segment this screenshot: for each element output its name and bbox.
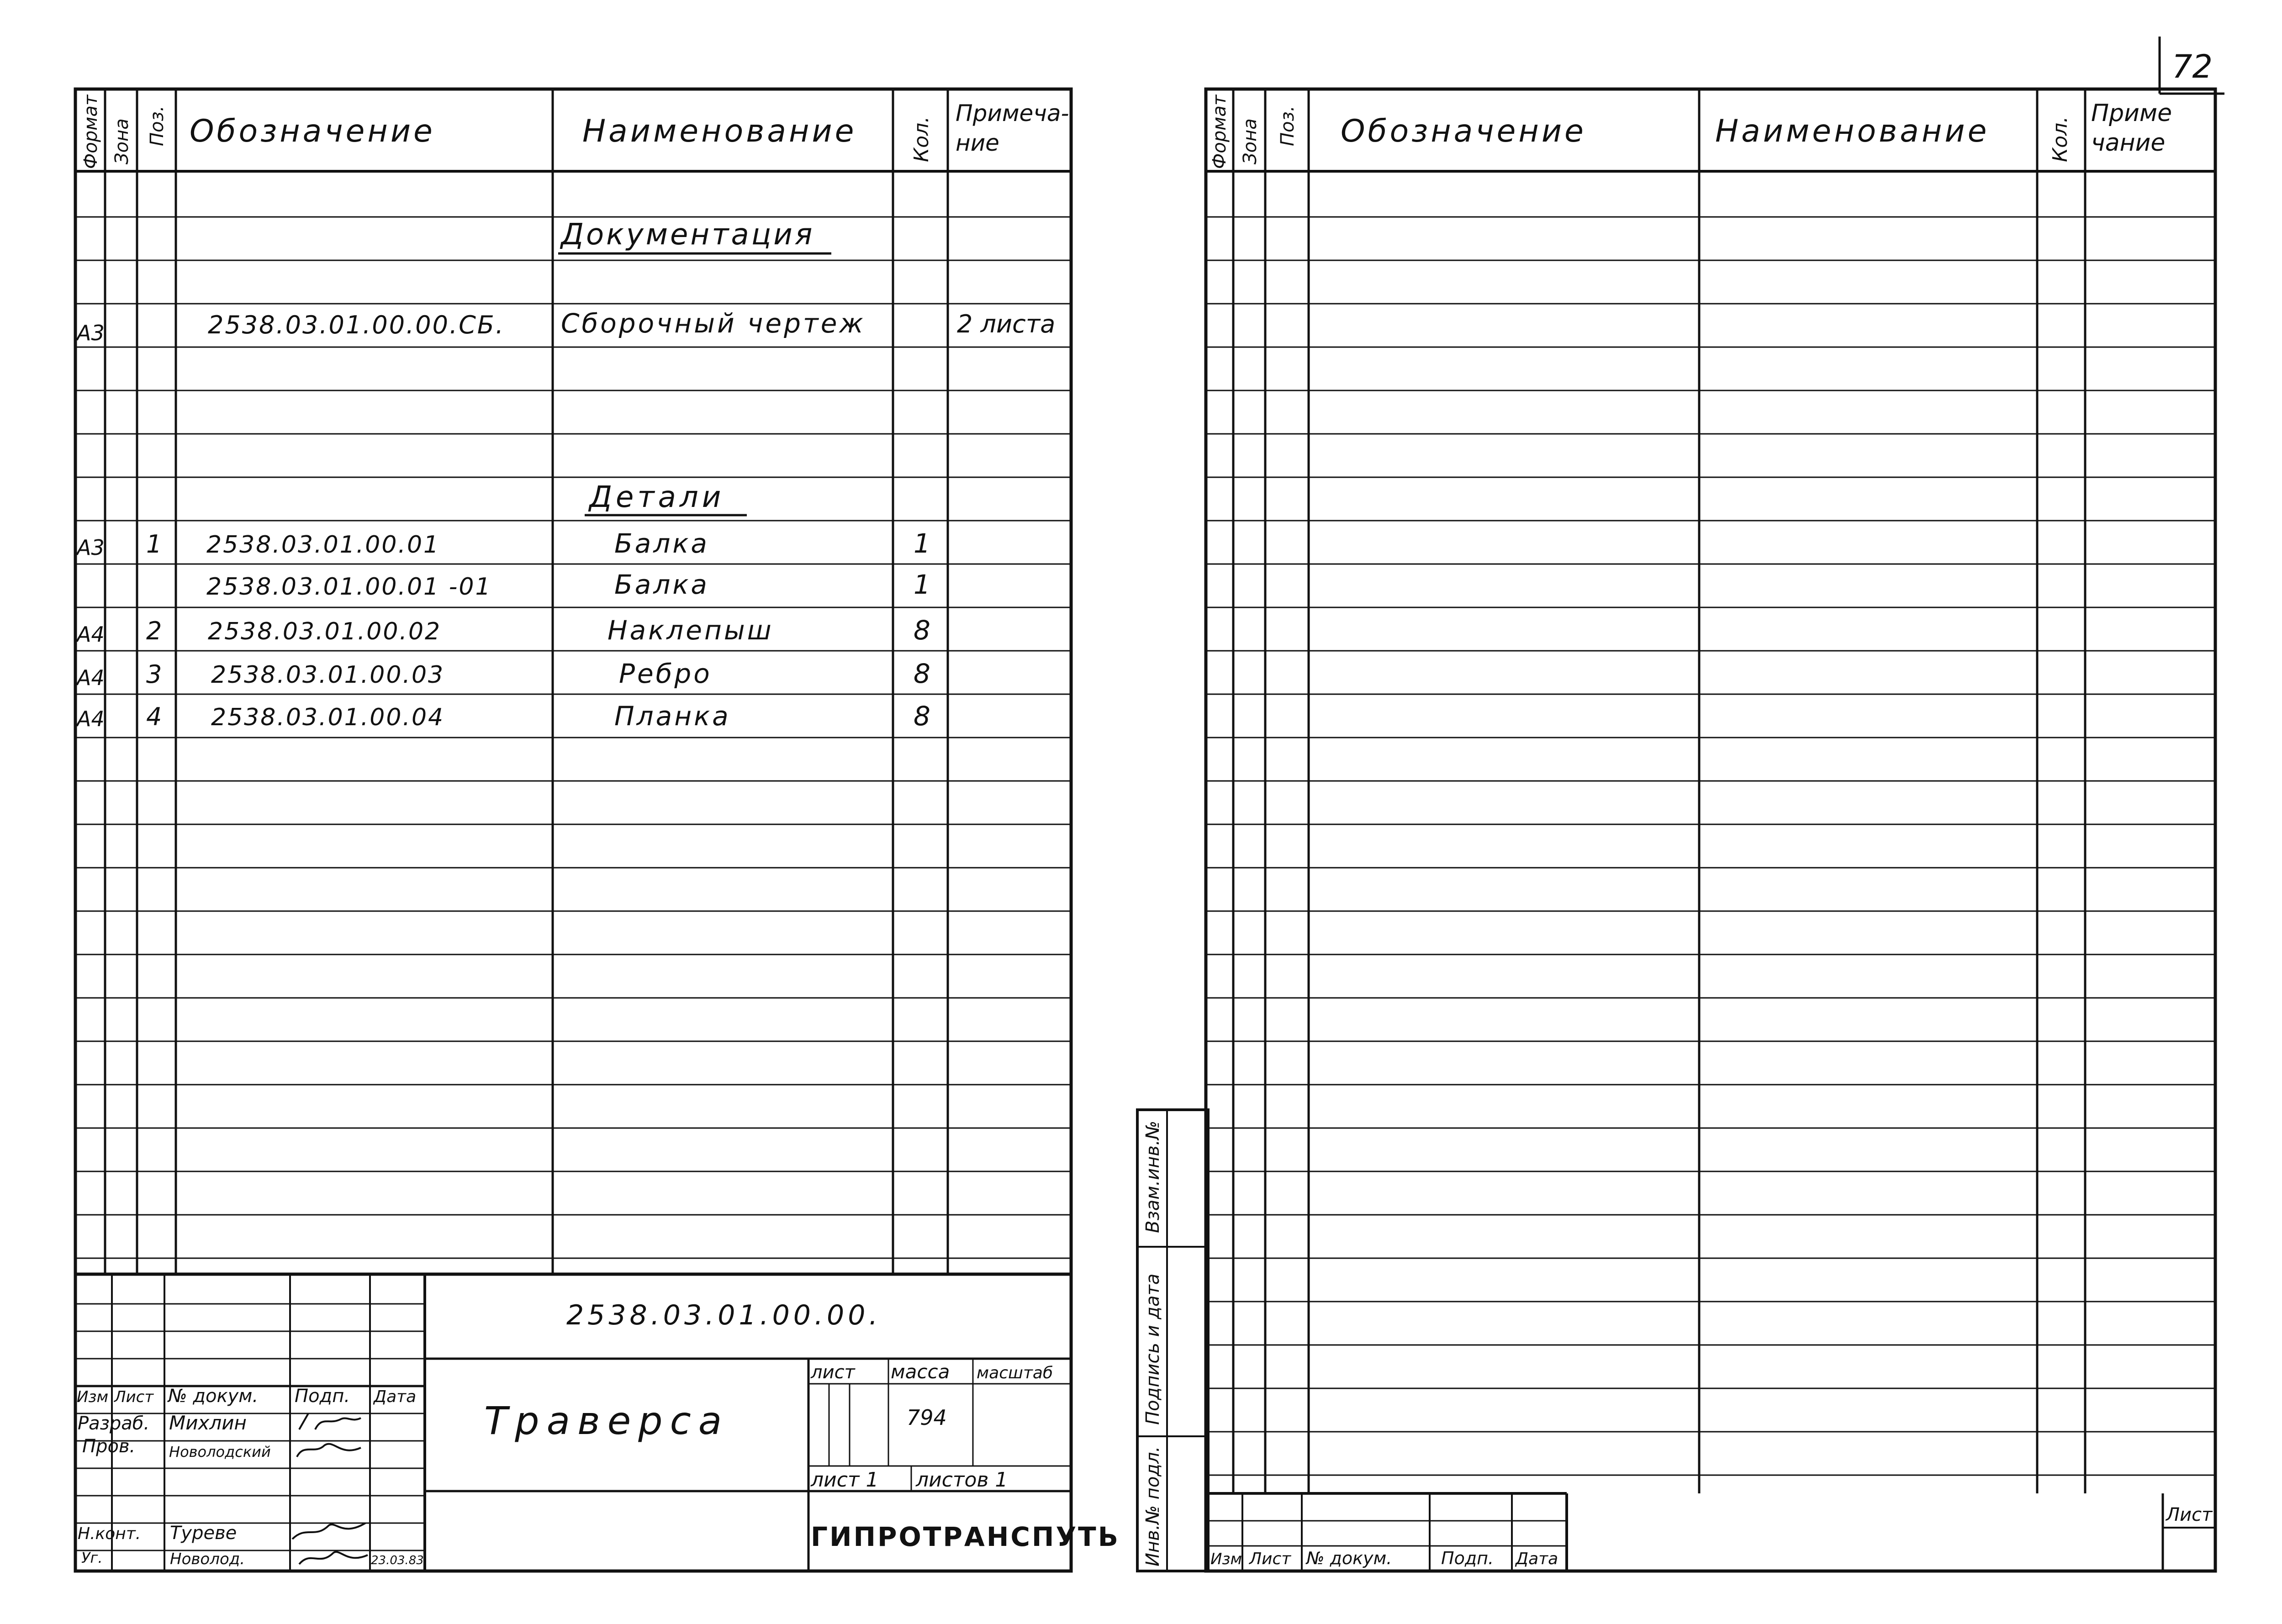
tb-sheet-of: лист 1 [811,1468,879,1492]
col-name-header: Наименование [582,113,857,149]
r-col-name-header: Наименование [1715,113,1990,149]
tb-date-utv: 23.03.83 [371,1554,424,1567]
tb-role-prov: Пров. [82,1436,136,1457]
col-qty-header: Кол. [910,116,933,162]
stamp-podp-data: Подпись и дата [1142,1273,1163,1425]
row-name: Балка [614,569,709,600]
r-col-note-header-1: Приме [2091,100,2172,127]
signature-razrab [299,1413,361,1429]
row-pos: 3 [146,660,162,689]
row-qty: 8 [914,615,930,646]
col-designation-header: Обозначение [190,113,435,149]
r-footer-ndoc: № докум. [1306,1548,1392,1568]
tb-col-data: Дата [374,1387,417,1406]
stamp-vzam: Взам.инв.№ [1142,1120,1163,1233]
org-name: ГИПРОТРАНСПУТЬ [811,1521,1120,1552]
row-pos: 4 [146,702,162,731]
spec-row [558,218,831,253]
tb-h-list: лист [811,1362,855,1383]
r-footer-izm: Изм [1210,1550,1242,1568]
spec-row [75,701,930,732]
row-name: Наклепыш [607,615,774,646]
r-col-pos-header: Поз. [1277,105,1298,146]
tb-name-utv: Новолод. [170,1550,245,1568]
row-format: А4 [77,622,105,647]
row-designation: 2538.03.01.00.03 [211,661,445,689]
signature-nkontr [292,1523,365,1539]
row-pos: 2 [146,617,162,645]
row-format: А4 [77,665,105,690]
col-note-header-1: Примеча- [956,100,1069,127]
tb-col-izm: Изм [77,1388,109,1406]
signature-utv [299,1552,368,1564]
row-format: А4 [77,707,105,731]
r-footer-list: Лист [1249,1550,1291,1568]
r-footer-podp: Подп. [1441,1548,1494,1568]
r-col-note-header-2: чание [2091,129,2166,157]
row-designation: 2538.03.01.00.04 [211,704,445,731]
row-format: А3 [77,321,105,345]
tb-name-razrab: Михлин [169,1412,247,1434]
row-note: 2 листа [957,310,1056,338]
stamp-inv-podl: Инв.№ подл. [1142,1446,1163,1566]
row-pos: 1 [146,530,162,559]
tb-col-podp: Подп. [295,1386,350,1407]
spec-row [75,308,1055,345]
spec-row [75,658,930,690]
spec-row [75,528,930,560]
r-footer-list-label: Лист [2166,1504,2213,1525]
tb-col-ndoc: № докум. [168,1386,259,1407]
tb-col-list: Лист [114,1388,154,1406]
row-designation: 2538.03.01.00.02 [208,618,442,645]
col-zone-header: Зона [111,118,132,164]
col-note-header-2: ние [956,130,999,156]
spec-row [75,615,930,647]
col-pos-header: Поз. [147,105,168,146]
row-designation: 2538.03.01.00.01 [206,531,440,559]
tb-name-nkontr: Туреве [170,1523,237,1544]
doc-code: 2538.03.01.00.00. [566,1299,882,1331]
spec-row [206,569,930,601]
r-col-qty-header: Кол. [2049,116,2072,162]
right-sheet-frame [1206,89,2215,1571]
row-name: Балка [614,528,709,559]
r-col-designation-header: Обозначение [1341,113,1586,149]
tb-massa: 794 [907,1405,947,1430]
tb-role-razrab: Разраб. [78,1413,150,1434]
r-footer-data: Дата [1516,1550,1558,1568]
tb-role-utv: Уг. [81,1549,103,1566]
row-qty: 1 [914,528,930,559]
page-number: 72 [2172,48,2213,85]
tb-h-masshtab: масштаб [977,1364,1053,1382]
tb-sheets-total: листов 1 [916,1468,1008,1492]
section-title: Детали [589,480,725,514]
drawing-title: Траверса [484,1398,729,1443]
col-format-header: Формат [80,95,101,169]
signature-prov [297,1444,361,1457]
row-qty: 8 [914,658,930,689]
row-qty: 8 [914,701,930,732]
r-col-format-header: Формат [1209,95,1230,169]
row-designation: 2538.03.01.00.00.СБ. [208,311,505,339]
row-name: Ребро [619,658,712,689]
section-title: Документация [561,218,815,252]
row-qty: 1 [914,569,930,600]
row-designation: 2538.03.01.00.01 -01 [206,573,492,601]
row-name: Планка [614,701,731,732]
spec-row [585,480,747,515]
row-format: А3 [77,535,105,560]
tb-name-prov: Новолодский [169,1443,271,1461]
tb-h-massa: масса [891,1360,950,1383]
tb-role-nkontr: Н.конт. [78,1524,141,1543]
row-name: Сборочный чертеж [561,308,866,339]
r-col-zone-header: Зона [1240,118,1261,164]
